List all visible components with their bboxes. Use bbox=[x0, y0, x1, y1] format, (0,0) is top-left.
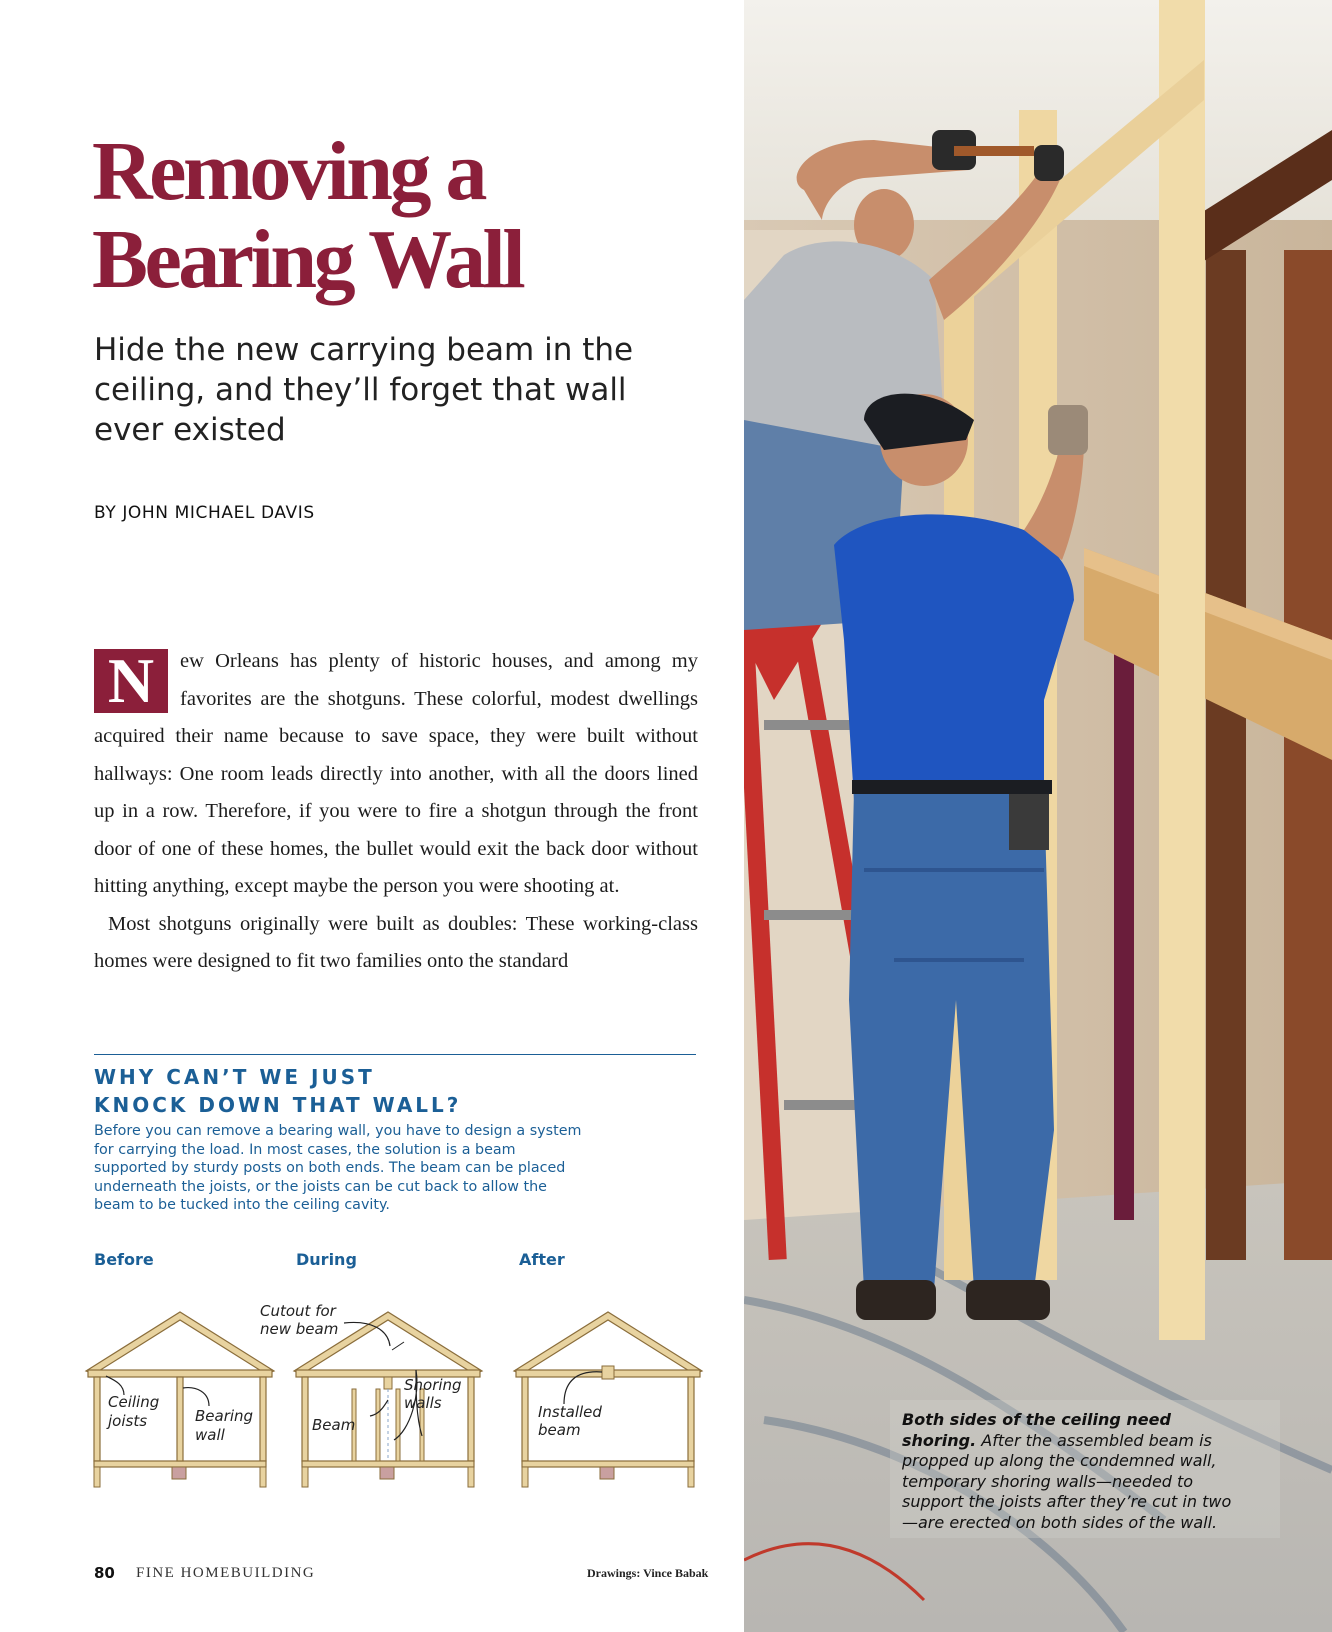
title-line-2: Bearing Wall bbox=[92, 213, 523, 306]
framing-photo bbox=[744, 0, 1332, 1632]
label-shoring-1: Shoring bbox=[404, 1376, 462, 1394]
diagram-after bbox=[514, 1312, 702, 1487]
page-number: 80 bbox=[94, 1564, 115, 1582]
article-title bbox=[92, 125, 652, 306]
magazine-name: FINE HOMEBUILDING bbox=[136, 1565, 316, 1581]
label-shoring-2: walls bbox=[404, 1394, 442, 1412]
phase-label-before: Before bbox=[94, 1250, 154, 1269]
house-section-diagrams bbox=[80, 1296, 720, 1496]
sidebar-heading-line-2: KNOCK DOWN THAT WALL? bbox=[94, 1093, 462, 1117]
drawings-credit: Drawings: Vince Babak bbox=[587, 1566, 709, 1580]
label-bearing-2: wall bbox=[195, 1426, 225, 1444]
label-cutout-1: Cutout for bbox=[260, 1302, 336, 1320]
label-installed-1: Installed bbox=[538, 1403, 602, 1421]
article-body bbox=[94, 643, 698, 981]
title-line-1: Removing a bbox=[92, 125, 484, 218]
label-ceiling-2: joists bbox=[108, 1412, 148, 1430]
sidebar-heading-line-1: WHY CAN’T WE JUST bbox=[94, 1065, 375, 1089]
paragraph-1 bbox=[94, 643, 698, 906]
bearing-wall-shape bbox=[177, 1377, 183, 1461]
diagram-during bbox=[260, 1302, 482, 1487]
article-subtitle: Hide the new carrying beam in the ceiling, and they’ll forget that wall ever existed bbox=[94, 332, 634, 448]
label-ceiling-1: Ceiling bbox=[108, 1393, 160, 1411]
phase-label-during: During bbox=[296, 1250, 357, 1269]
paragraph-1-text: ew Orleans has plenty of historic houses, and among my favorites are the shotguns. These colorful, modest dwellings acquired their name because to save space, they were built without hallways: One room leads directly into another, with all the doors lined up in a row. Therefore, if you were to fire a shotgun through the front door of one of these homes, the bullet would exit the back door without hitting anything, except maybe the person you were shooting at. bbox=[94, 650, 698, 897]
caption-lead: Both sides of the ceiling need shoring. bbox=[902, 1410, 1171, 1450]
sidebar-heading bbox=[94, 1063, 694, 1119]
label-beam: Beam bbox=[312, 1416, 356, 1434]
label-cutout-2: new beam bbox=[260, 1320, 339, 1338]
phase-label-after: After bbox=[519, 1250, 565, 1269]
byline: BY JOHN MICHAEL DAVIS bbox=[94, 503, 315, 523]
paragraph-2: Most shotguns originally were built as doubles: These working-class homes were designed to fit two families onto the standard bbox=[94, 912, 698, 972]
sidebar-body: Before you can remove a bearing wall, you have to design a system for carrying the load. In most cases, the solution is a beam supported by sturdy posts on both ends. The beam can be placed underneath the joists, or the joists can be cut back to allow the beam to be tucked into the ceiling cavity. bbox=[94, 1123, 582, 1213]
caption-text: After the assembled beam is propped up along the condemned wall, temporary shoring walls—needed to support the joists after they’re cut in two—are erected on both sides of the wall. bbox=[902, 1430, 1232, 1532]
diagram-before bbox=[86, 1312, 274, 1487]
drop-cap: N bbox=[94, 649, 168, 713]
label-bearing-1: Bearing bbox=[195, 1407, 254, 1425]
sidebar-rule bbox=[94, 1054, 696, 1055]
label-installed-2: beam bbox=[538, 1421, 581, 1439]
photo-caption bbox=[902, 1410, 1242, 1533]
